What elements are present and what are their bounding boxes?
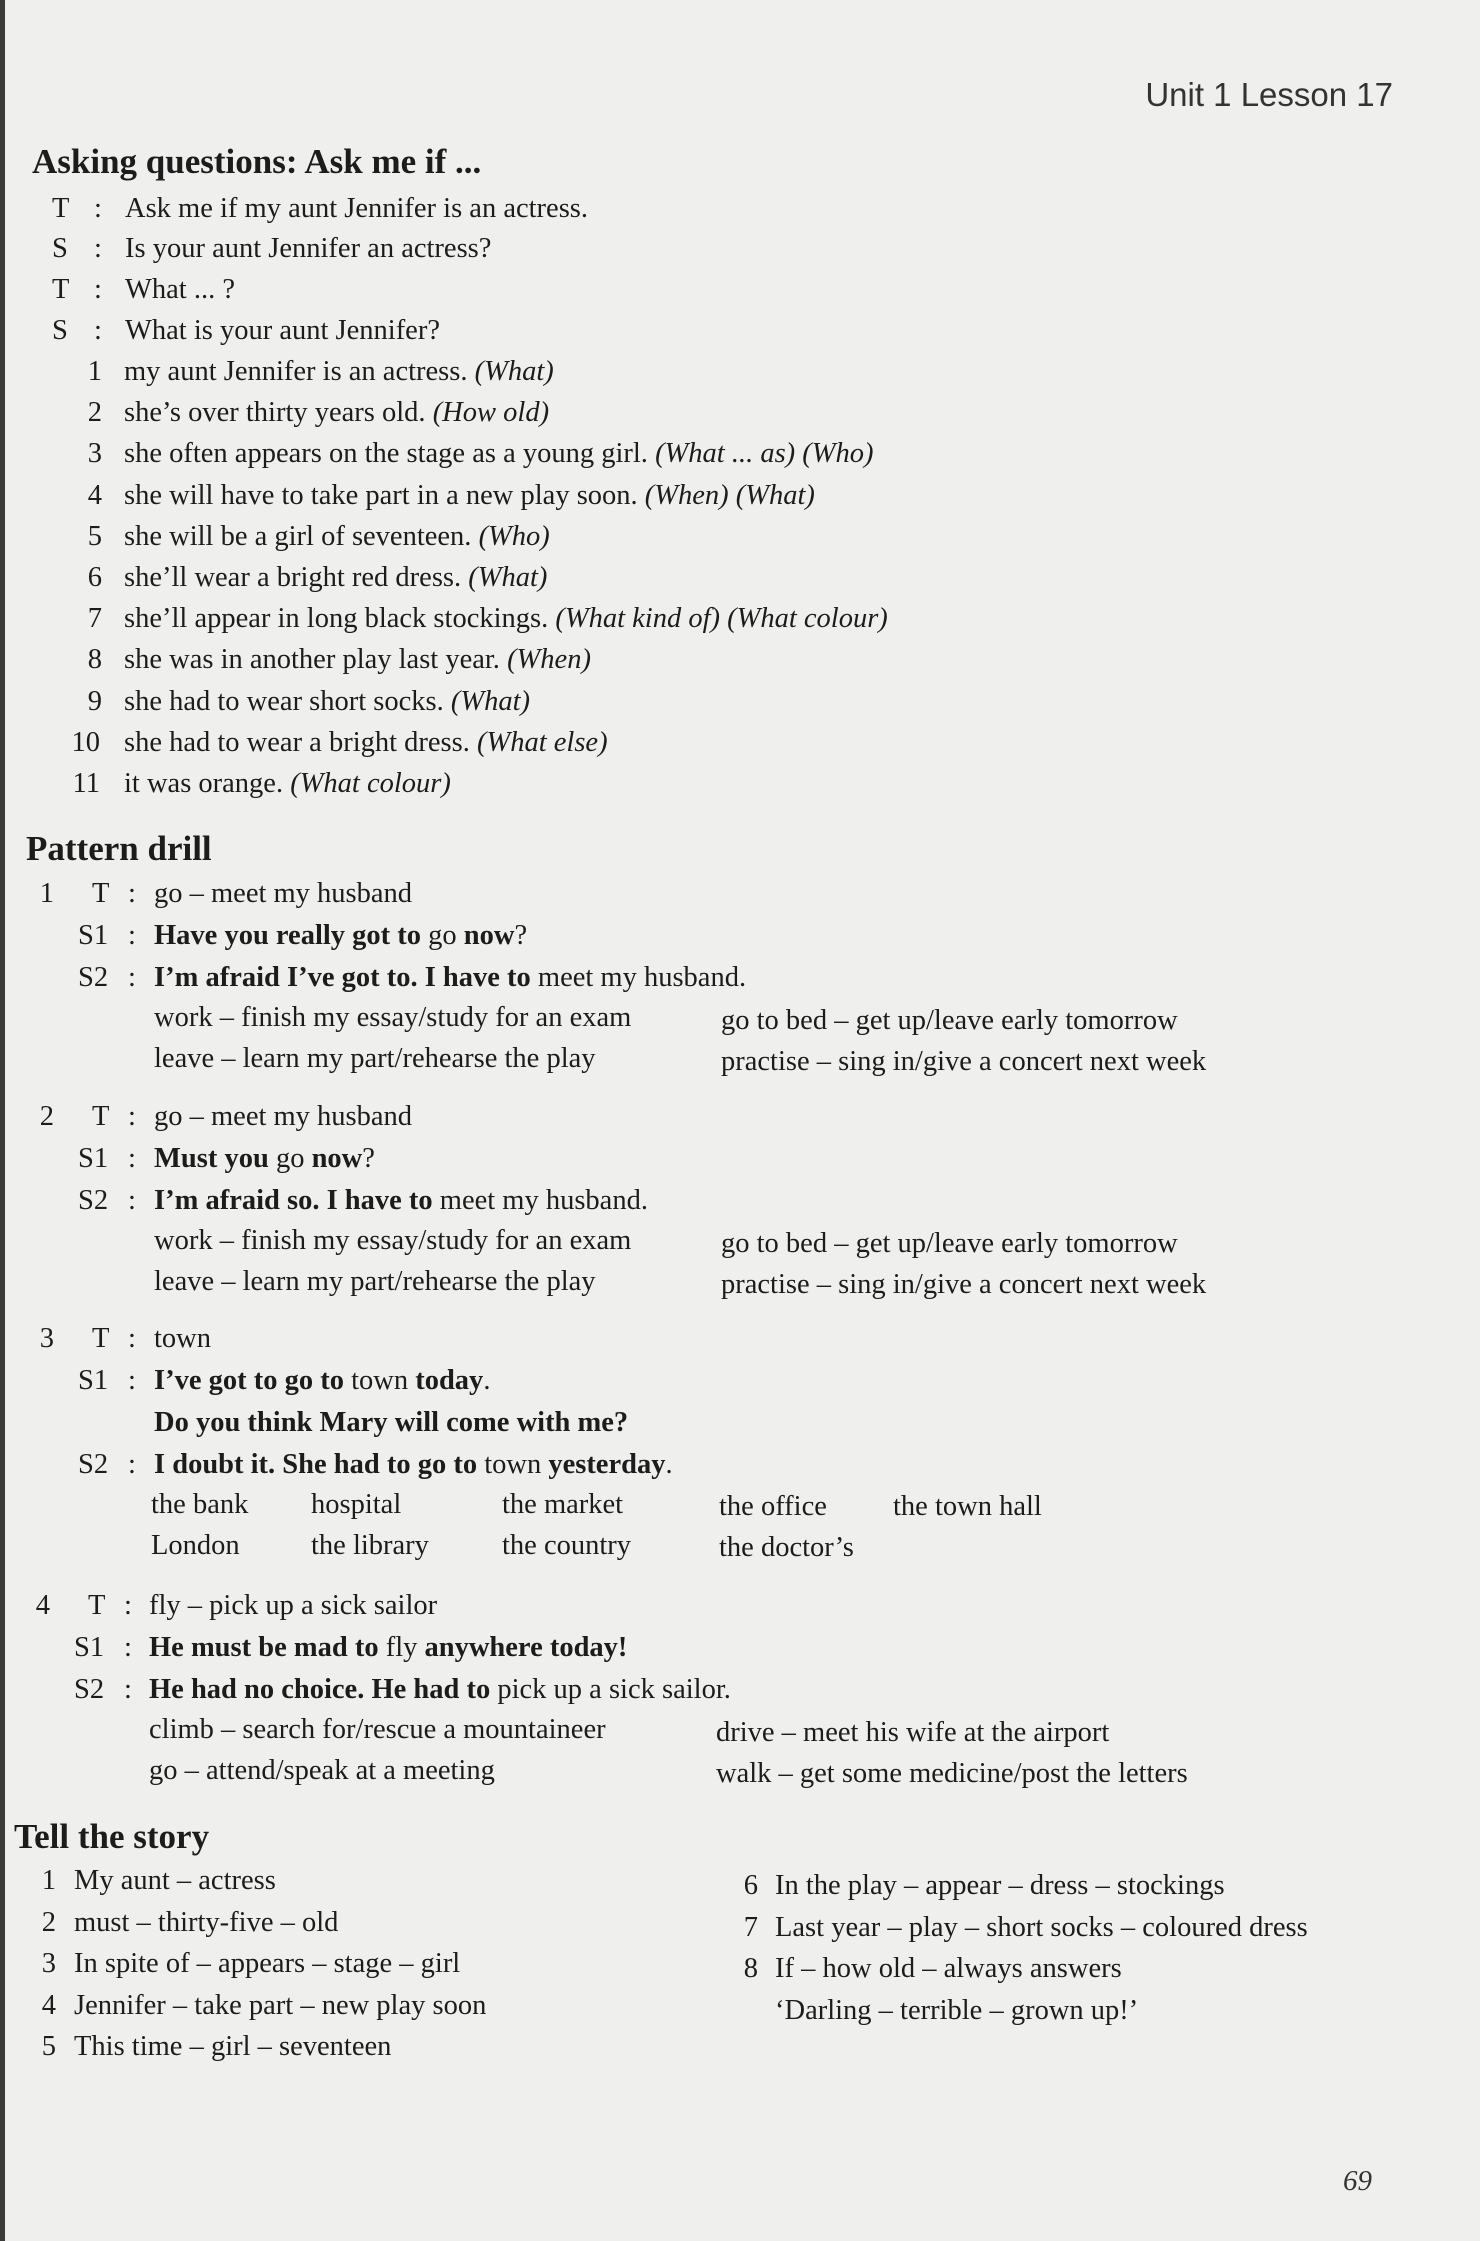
speaker-s2: S2 [78,1185,109,1216]
story-number: 3 [41,1948,56,1979]
drill-cue: go – meet my husband [154,1101,413,1132]
item-text: she’ll wear a bright red dress. [124,562,469,593]
dialogue-line: What ... ? [125,274,235,305]
substitution-place: hospital [311,1489,402,1520]
plain-run: . [665,1449,673,1480]
dialogue-speaker: S [52,233,68,264]
dialogue-speaker: T [52,193,70,224]
item-number: 5 [87,520,102,552]
item-cue: (Who) [478,520,550,552]
colon: : [128,962,136,993]
story-prompt: Last year – play – short socks – coloured dress [775,1911,1308,1943]
item-cue: (How old) [432,397,550,429]
story-prompt: In spite of – appears – stage – girl [74,1948,461,1979]
item-cue: (What else) [476,726,608,758]
plain-run: go [268,1143,312,1174]
question-item [124,646,591,675]
question-item [124,479,815,511]
colon: : [128,1449,136,1480]
drill-number: 4 [35,1590,50,1621]
colon: : [128,1365,136,1396]
speaker-s1: S1 [78,1143,109,1174]
colon: : [128,1143,136,1174]
substitution-place: London [151,1530,240,1561]
plain-run: meet my husband. [432,1185,648,1216]
story-prompt: This time – girl – seventeen [74,2031,392,2062]
drill-cue: town [154,1323,211,1354]
bold-run: now [463,920,515,951]
story-number: 8 [743,1953,758,1984]
drill-cue: go – meet my husband [154,878,413,909]
story-number: 1 [41,1865,56,1896]
colon: : [94,315,102,346]
colon: : [124,1590,132,1621]
question-item [124,399,549,428]
item-number: 7 [87,603,102,635]
drill-s2 [154,1451,673,1480]
item-text: she’ll appear in long black stockings. [124,603,556,635]
bold-run: Have you really got to [154,920,422,951]
substitution-place: the bank [151,1489,249,1520]
colon: : [128,920,136,951]
substitution-right: go to bed – get up/leave early tomorrow [721,1228,1178,1259]
plain-run: town [477,1449,549,1480]
item-number: 2 [87,397,102,429]
drill-s2 [154,964,746,993]
drill-cue: fly – pick up a sick sailor [149,1590,438,1621]
colon: : [94,193,102,224]
drill-s1 [154,1145,375,1174]
item-number: 9 [87,685,102,717]
speaker-s2: S2 [78,962,109,993]
story-prompt: My aunt – actress [74,1865,276,1896]
plain-run: pick up a sick sailor. [490,1674,731,1705]
page-edge [0,0,5,2241]
section-title-asking-questions: Asking questions: Ask me if ... [32,142,482,181]
speaker-s2: S2 [74,1674,105,1705]
story-number: 7 [743,1911,758,1943]
dialogue-line: Ask me if my aunt Jennifer is an actress. [125,193,588,224]
speaker-t: T [88,1590,106,1621]
substitution-left: work – finish my essay/study for an exam [154,1225,632,1256]
drill-s2 [154,1187,648,1216]
colon: : [128,1323,136,1354]
bold-run: anywhere today! [424,1632,628,1663]
substitution-left: climb – search for/rescue a mountaineer [149,1714,606,1745]
plain-run: town [343,1365,416,1396]
question-item [124,726,608,758]
substitution-place: the country [502,1530,632,1561]
substitution-place: the doctor’s [719,1532,854,1563]
substitution-right: walk – get some medicine/post the letters [716,1758,1188,1789]
bold-run: Must you [154,1143,269,1174]
item-cue: (When) [507,644,591,676]
substitution-right: practise – sing in/give a concert next week [721,1269,1207,1300]
story-prompt: must – thirty-five – old [74,1906,339,1938]
substitution-left: leave – learn my part/rehearse the play [154,1043,596,1074]
colon: : [124,1674,132,1705]
substitution-left: work – finish my essay/study for an exam [154,1002,632,1033]
speaker-s1: S1 [78,1365,109,1396]
speaker-t: T [92,1101,110,1132]
story-prompt: ‘Darling – terrible – grown up!’ [775,1994,1139,2026]
story-prompt: Jennifer – take part – new play soon [74,1989,487,2021]
question-item [124,605,888,634]
bold-run: Do you think Mary will come with me? [154,1407,629,1438]
page-number: 69 [1343,2165,1372,2197]
item-cue: (What ... as) (Who) [655,438,874,470]
dialogue-line: Is your aunt Jennifer an actress? [125,233,492,264]
plain-run: fly [378,1632,425,1663]
story-number: 4 [41,1989,56,2021]
speaker-t: T [92,1323,110,1354]
item-number: 6 [87,562,102,593]
drill-number: 1 [39,878,54,909]
colon: : [128,1185,136,1216]
drill-s1 [154,1367,490,1396]
drill-s1-line2 [154,1409,628,1438]
substitution-place: the market [502,1489,624,1520]
question-item [124,564,547,593]
bold-run: yesterday [548,1449,666,1480]
item-text: she had to wear a bright dress. [124,726,477,758]
colon: : [124,1632,132,1663]
plain-run: ? [514,920,528,951]
item-cue: (What colour) [290,768,451,799]
drill-s2 [149,1676,731,1705]
bold-run: I’m afraid so. I have to [154,1185,433,1216]
item-number: 8 [87,644,102,676]
bold-run: today [415,1365,484,1396]
section-title-tell-the-story: Tell the story [14,1817,210,1856]
substitution-right: drive – meet his wife at the airport [716,1717,1110,1748]
drill-number: 2 [39,1101,54,1132]
story-prompt: In the play – appear – dress – stockings [775,1870,1225,1901]
speaker-t: T [92,878,110,909]
drill-s1 [154,922,527,951]
plain-run: ? [362,1143,375,1174]
item-cue: (When) (What) [644,479,815,511]
plain-run: meet my husband. [530,962,747,993]
substitution-place: the town hall [893,1491,1042,1522]
item-text: she often appears on the stage as a young girl. [124,438,656,470]
speaker-s2: S2 [78,1449,109,1480]
question-item [124,520,550,552]
substitution-place: the library [311,1530,429,1561]
unit-lesson-header: Unit 1 Lesson 17 [1145,76,1393,113]
substitution-right: practise – sing in/give a concert next week [721,1046,1207,1077]
bold-run: I doubt it. She had to go to [154,1449,478,1480]
item-text: it was orange. [124,768,291,799]
story-number: 6 [743,1870,758,1901]
drill-number: 3 [39,1323,54,1354]
colon: : [128,1101,136,1132]
substitution-left: leave – learn my part/rehearse the play [154,1266,596,1297]
question-item [124,440,874,469]
substitution-left: go – attend/speak at a meeting [149,1755,495,1786]
dialogue-speaker: T [52,274,70,305]
question-item [124,685,531,717]
substitution-right: go to bed – get up/leave early tomorrow [721,1005,1178,1036]
question-item [124,358,554,387]
bold-run: I’ve got to go to [154,1365,344,1396]
bold-run: He must be mad to [149,1632,379,1663]
speaker-s1: S1 [78,920,109,951]
plain-run: go [421,920,464,951]
bold-run: now [311,1143,363,1174]
drill-s1 [149,1634,627,1663]
colon: : [94,274,102,305]
item-number: 3 [87,438,102,470]
item-text: she had to wear short socks. [124,685,451,717]
story-prompt: If – how old – always answers [775,1953,1122,1984]
question-item [124,770,451,799]
item-text: she’s over thirty years old. [124,397,433,429]
bold-run: He had no choice. He had to [149,1674,491,1705]
bold-run: I’m afraid I’ve got to. I have to [154,962,531,993]
substitution-place: the office [719,1491,827,1522]
item-text: she was in another play last year. [124,644,508,676]
item-text: she will have to take part in a new play soon. [124,479,645,511]
dialogue-speaker: S [52,315,68,346]
item-text: she will be a girl of seventeen. [124,520,479,552]
item-cue: (What) [474,356,554,387]
colon: : [94,233,102,264]
item-cue: (What kind of) (What colour) [555,603,888,635]
story-number: 2 [41,1906,56,1938]
plain-run: . [483,1365,491,1396]
dialogue-line: What is your aunt Jennifer? [125,315,440,346]
colon: : [128,878,136,909]
item-text: my aunt Jennifer is an actress. [124,356,475,387]
item-number: 1 [87,356,102,387]
item-number: 11 [72,768,100,799]
item-number: 4 [87,479,102,511]
section-title-pattern-drill: Pattern drill [26,829,212,868]
item-cue: (What) [468,562,548,593]
story-number: 5 [41,2031,56,2062]
item-number: 10 [71,726,100,758]
speaker-s1: S1 [74,1632,105,1663]
item-cue: (What) [450,685,531,717]
